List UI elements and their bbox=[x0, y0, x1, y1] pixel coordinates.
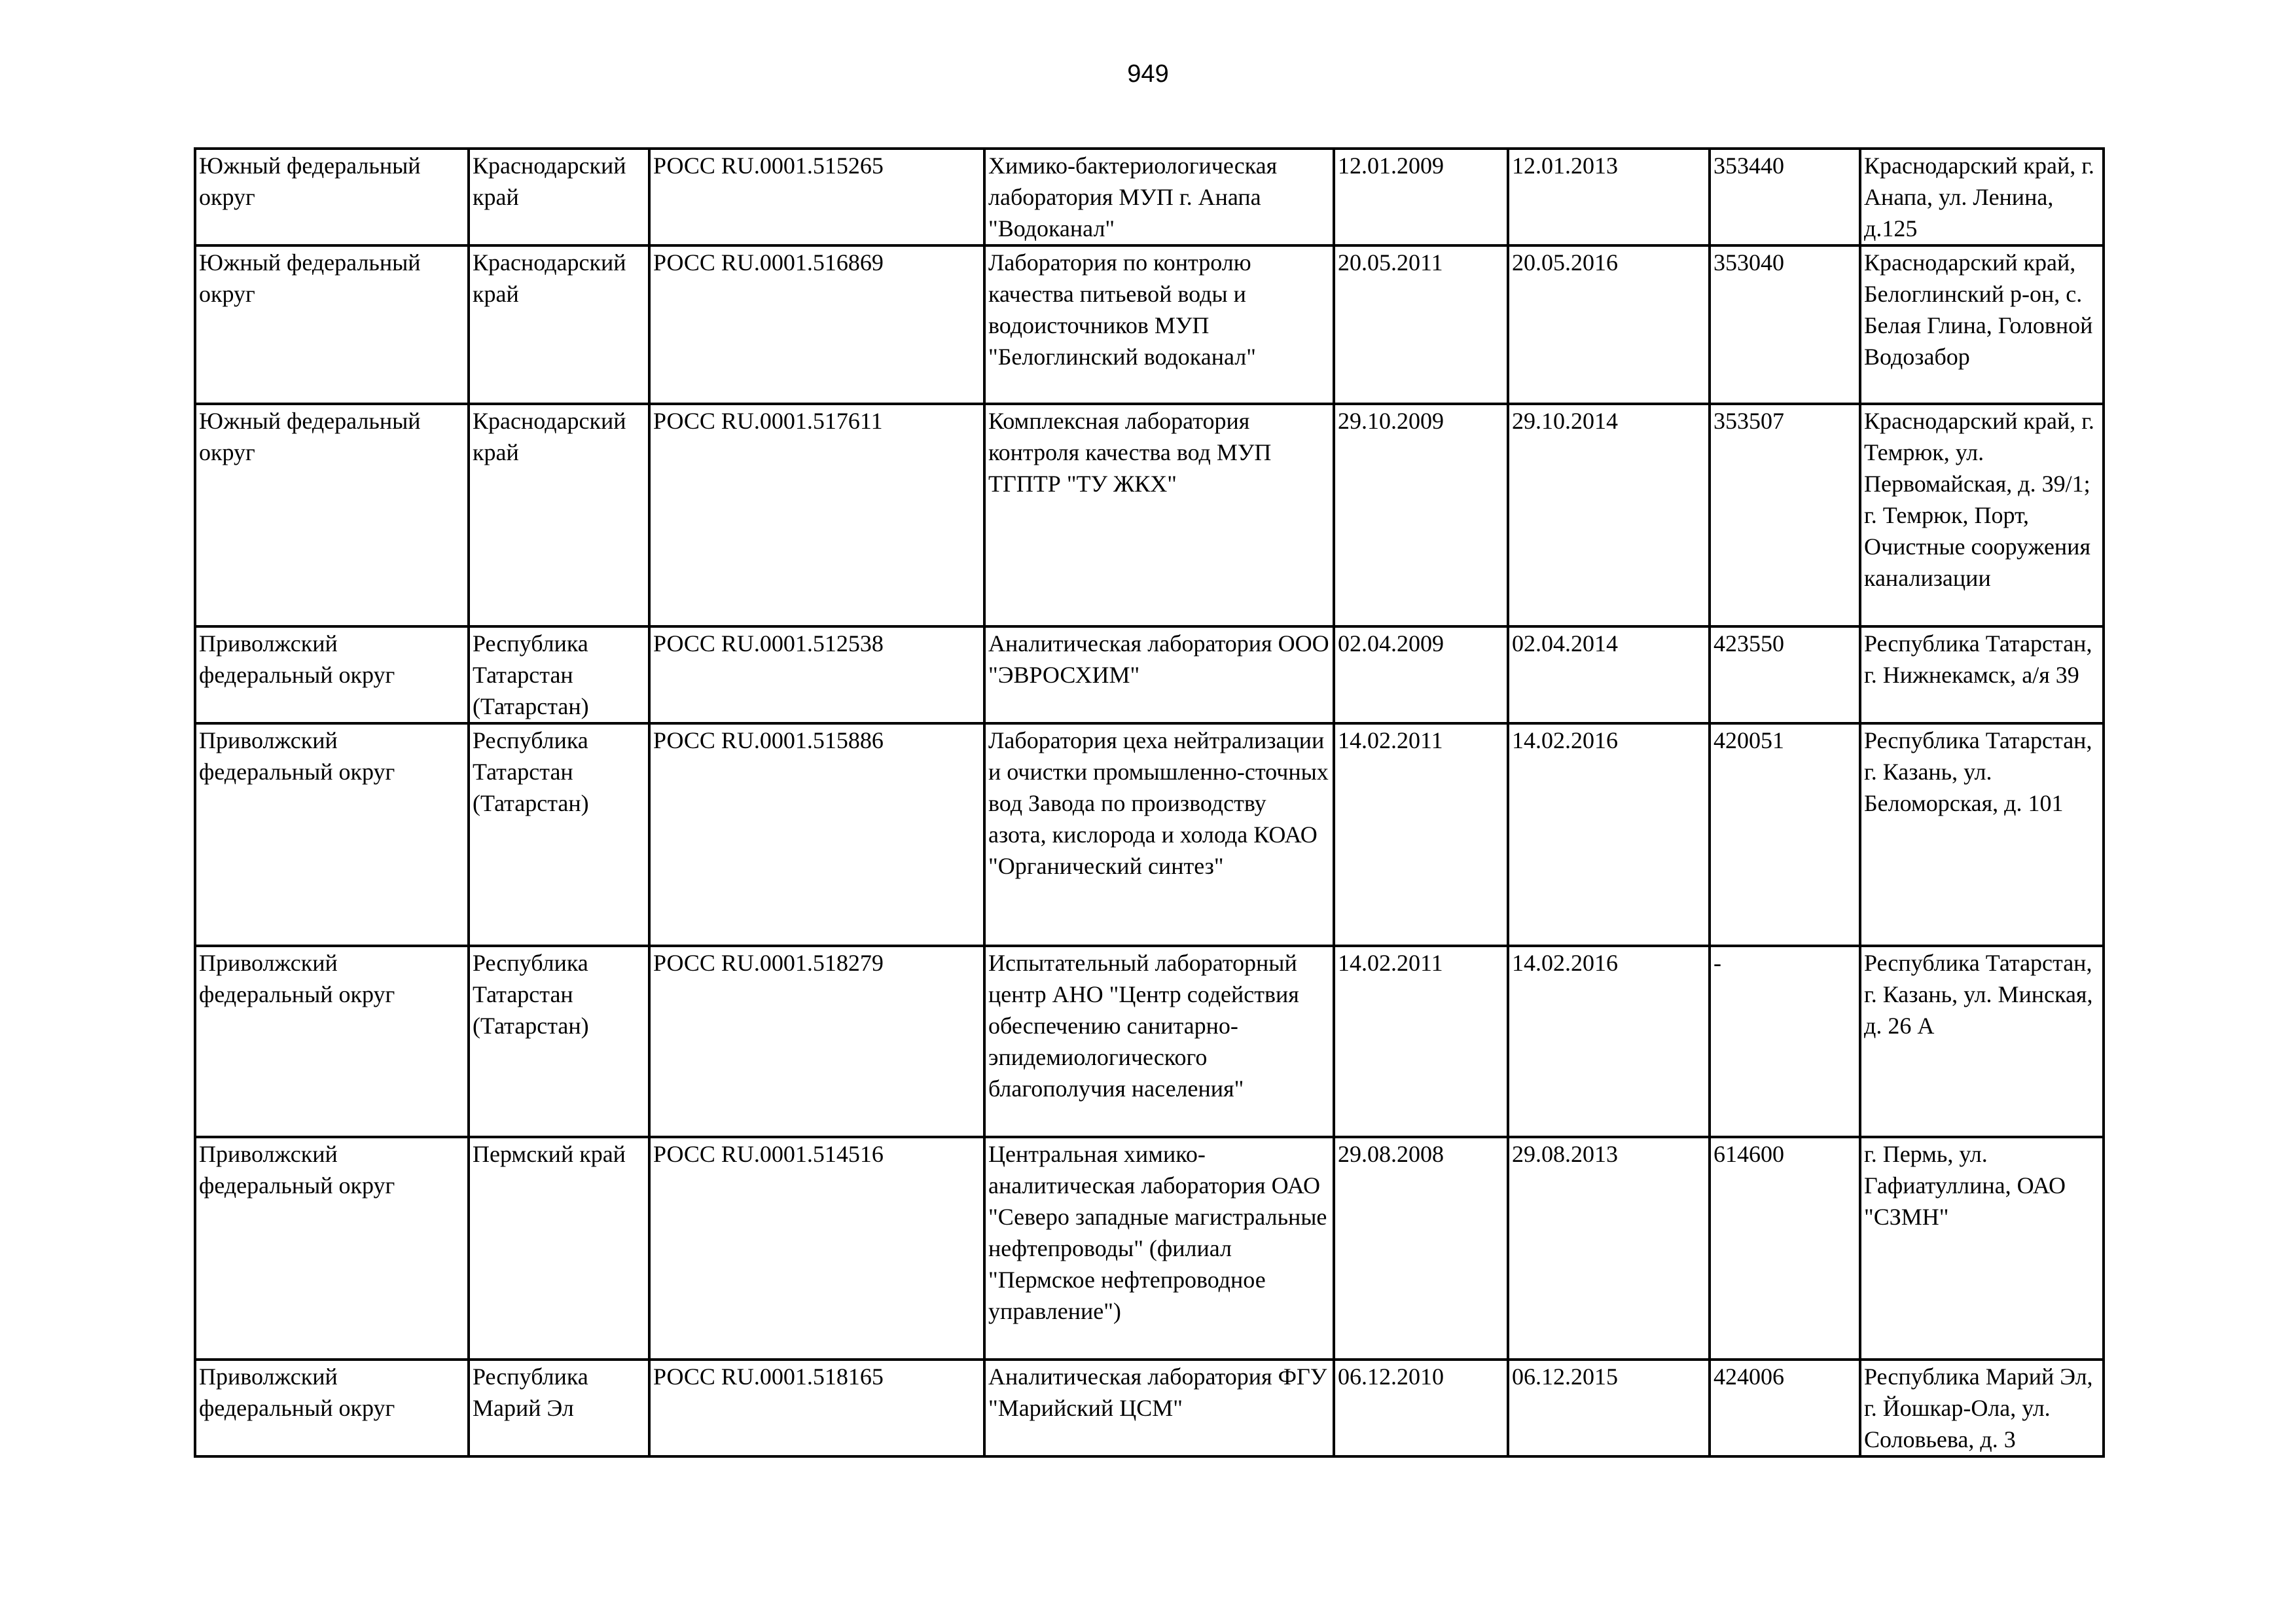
region-cell: Республика Татарстан (Татарстан) bbox=[469, 946, 649, 1137]
date-from-cell: 14.02.2011 bbox=[1334, 946, 1508, 1137]
table-row bbox=[195, 149, 2104, 245]
postal-code-cell: 353040 bbox=[1710, 245, 1860, 404]
postal-code-cell: 420051 bbox=[1710, 723, 1860, 946]
laboratory-cell: Аналитическая лаборатория ООО "ЭВРОСХИМ" bbox=[984, 626, 1334, 723]
postal-code-cell: 353507 bbox=[1710, 404, 1860, 626]
district-cell: Приволжский федеральный округ bbox=[195, 626, 469, 723]
address-cell: Республика Татарстан, г. Нижнекамск, а/я 39 bbox=[1860, 626, 2104, 723]
district-cell: Приволжский федеральный округ bbox=[195, 723, 469, 946]
laboratory-cell: Комплексная лаборатория контроля качества вод МУП ТГПТР "ТУ ЖКХ" bbox=[984, 404, 1334, 626]
laboratory-cell: Лаборатория цеха нейтрализации и очистки промышленно-сточных вод Завода по производству азота, кислорода и холода КОАО "Органический синтез" bbox=[984, 723, 1334, 946]
date-to-cell: 20.05.2016 bbox=[1508, 245, 1710, 404]
table-row bbox=[195, 946, 2104, 1137]
date-to-cell: 29.08.2013 bbox=[1508, 1137, 1710, 1360]
date-to-cell: 12.01.2013 bbox=[1508, 149, 1710, 245]
date-from-cell: 12.01.2009 bbox=[1334, 149, 1508, 245]
district-cell: Южный федеральный округ bbox=[195, 245, 469, 404]
table-row bbox=[195, 1360, 2104, 1456]
date-to-cell: 02.04.2014 bbox=[1508, 626, 1710, 723]
certificate-cell: РОСС RU.0001.517611 bbox=[649, 404, 984, 626]
table-row bbox=[195, 245, 2104, 404]
table-row bbox=[195, 1137, 2104, 1360]
region-cell: Республика Марий Эл bbox=[469, 1360, 649, 1456]
region-cell: Краснодарский край bbox=[469, 149, 649, 245]
postal-code-cell: 353440 bbox=[1710, 149, 1860, 245]
address-cell: Республика Татарстан, г. Казань, ул. Минская, д. 26 А bbox=[1860, 946, 2104, 1137]
district-cell: Приволжский федеральный округ bbox=[195, 1137, 469, 1360]
table-row bbox=[195, 404, 2104, 626]
date-from-cell: 29.08.2008 bbox=[1334, 1137, 1508, 1360]
laboratory-cell: Аналитическая лаборатория ФГУ "Марийский ЦСМ" bbox=[984, 1360, 1334, 1456]
certificate-cell: РОСС RU.0001.518165 bbox=[649, 1360, 984, 1456]
district-cell: Южный федеральный округ bbox=[195, 404, 469, 626]
district-cell: Приволжский федеральный округ bbox=[195, 946, 469, 1137]
registry-table bbox=[194, 147, 2105, 1458]
date-from-cell: 02.04.2009 bbox=[1334, 626, 1508, 723]
certificate-cell: РОСС RU.0001.514516 bbox=[649, 1137, 984, 1360]
district-cell: Приволжский федеральный округ bbox=[195, 1360, 469, 1456]
date-from-cell: 20.05.2011 bbox=[1334, 245, 1508, 404]
address-cell: Республика Татарстан, г. Казань, ул. Беломорская, д. 101 bbox=[1860, 723, 2104, 946]
address-cell: г. Пермь, ул. Гафиатуллина, ОАО "СЗМН" bbox=[1860, 1137, 2104, 1360]
certificate-cell: РОСС RU.0001.515265 bbox=[649, 149, 984, 245]
region-cell: Пермский край bbox=[469, 1137, 649, 1360]
postal-code-cell: 424006 bbox=[1710, 1360, 1860, 1456]
date-to-cell: 06.12.2015 bbox=[1508, 1360, 1710, 1456]
date-from-cell: 29.10.2009 bbox=[1334, 404, 1508, 626]
date-to-cell: 14.02.2016 bbox=[1508, 723, 1710, 946]
certificate-cell: РОСС RU.0001.518279 bbox=[649, 946, 984, 1137]
region-cell: Краснодарский край bbox=[469, 404, 649, 626]
postal-code-cell: 614600 bbox=[1710, 1137, 1860, 1360]
region-cell: Краснодарский край bbox=[469, 245, 649, 404]
date-from-cell: 14.02.2011 bbox=[1334, 723, 1508, 946]
address-cell: Краснодарский край, Белоглинский р-он, с. Белая Глина, Головной Водозабор bbox=[1860, 245, 2104, 404]
date-from-cell: 06.12.2010 bbox=[1334, 1360, 1508, 1456]
region-cell: Республика Татарстан (Татарстан) bbox=[469, 626, 649, 723]
laboratory-cell: Испытательный лабораторный центр АНО "Центр содействия обеспечению санитарно-эпидемиологического благополучия населения" bbox=[984, 946, 1334, 1137]
date-to-cell: 14.02.2016 bbox=[1508, 946, 1710, 1137]
address-cell: Краснодарский край, г. Анапа, ул. Ленина, д.125 bbox=[1860, 149, 2104, 245]
postal-code-cell: 423550 bbox=[1710, 626, 1860, 723]
table-row bbox=[195, 626, 2104, 723]
page-number: 949 bbox=[1127, 60, 1169, 88]
region-cell: Республика Татарстан (Татарстан) bbox=[469, 723, 649, 946]
laboratory-cell: Лаборатория по контролю качества питьевой воды и водоисточников МУП "Белоглинский водоканал" bbox=[984, 245, 1334, 404]
certificate-cell: РОСС RU.0001.516869 bbox=[649, 245, 984, 404]
district-cell: Южный федеральный округ bbox=[195, 149, 469, 245]
address-cell: Краснодарский край, г. Темрюк, ул. Первомайская, д. 39/1; г. Темрюк, Порт, Очистные сооружения канализации bbox=[1860, 404, 2104, 626]
postal-code-cell: - bbox=[1710, 946, 1860, 1137]
certificate-cell: РОСС RU.0001.512538 bbox=[649, 626, 984, 723]
address-cell: Республика Марий Эл, г. Йошкар-Ола, ул. Соловьева, д. 3 bbox=[1860, 1360, 2104, 1456]
laboratory-cell: Центральная химико-аналитическая лаборатория ОАО "Северо западные магистральные нефтепроводы" (филиал "Пермское нефтепроводное управление") bbox=[984, 1137, 1334, 1360]
certificate-cell: РОСС RU.0001.515886 bbox=[649, 723, 984, 946]
laboratory-cell: Химико-бактериологическая лаборатория МУП г. Анапа "Водоканал" bbox=[984, 149, 1334, 245]
table-row bbox=[195, 723, 2104, 946]
date-to-cell: 29.10.2014 bbox=[1508, 404, 1710, 626]
